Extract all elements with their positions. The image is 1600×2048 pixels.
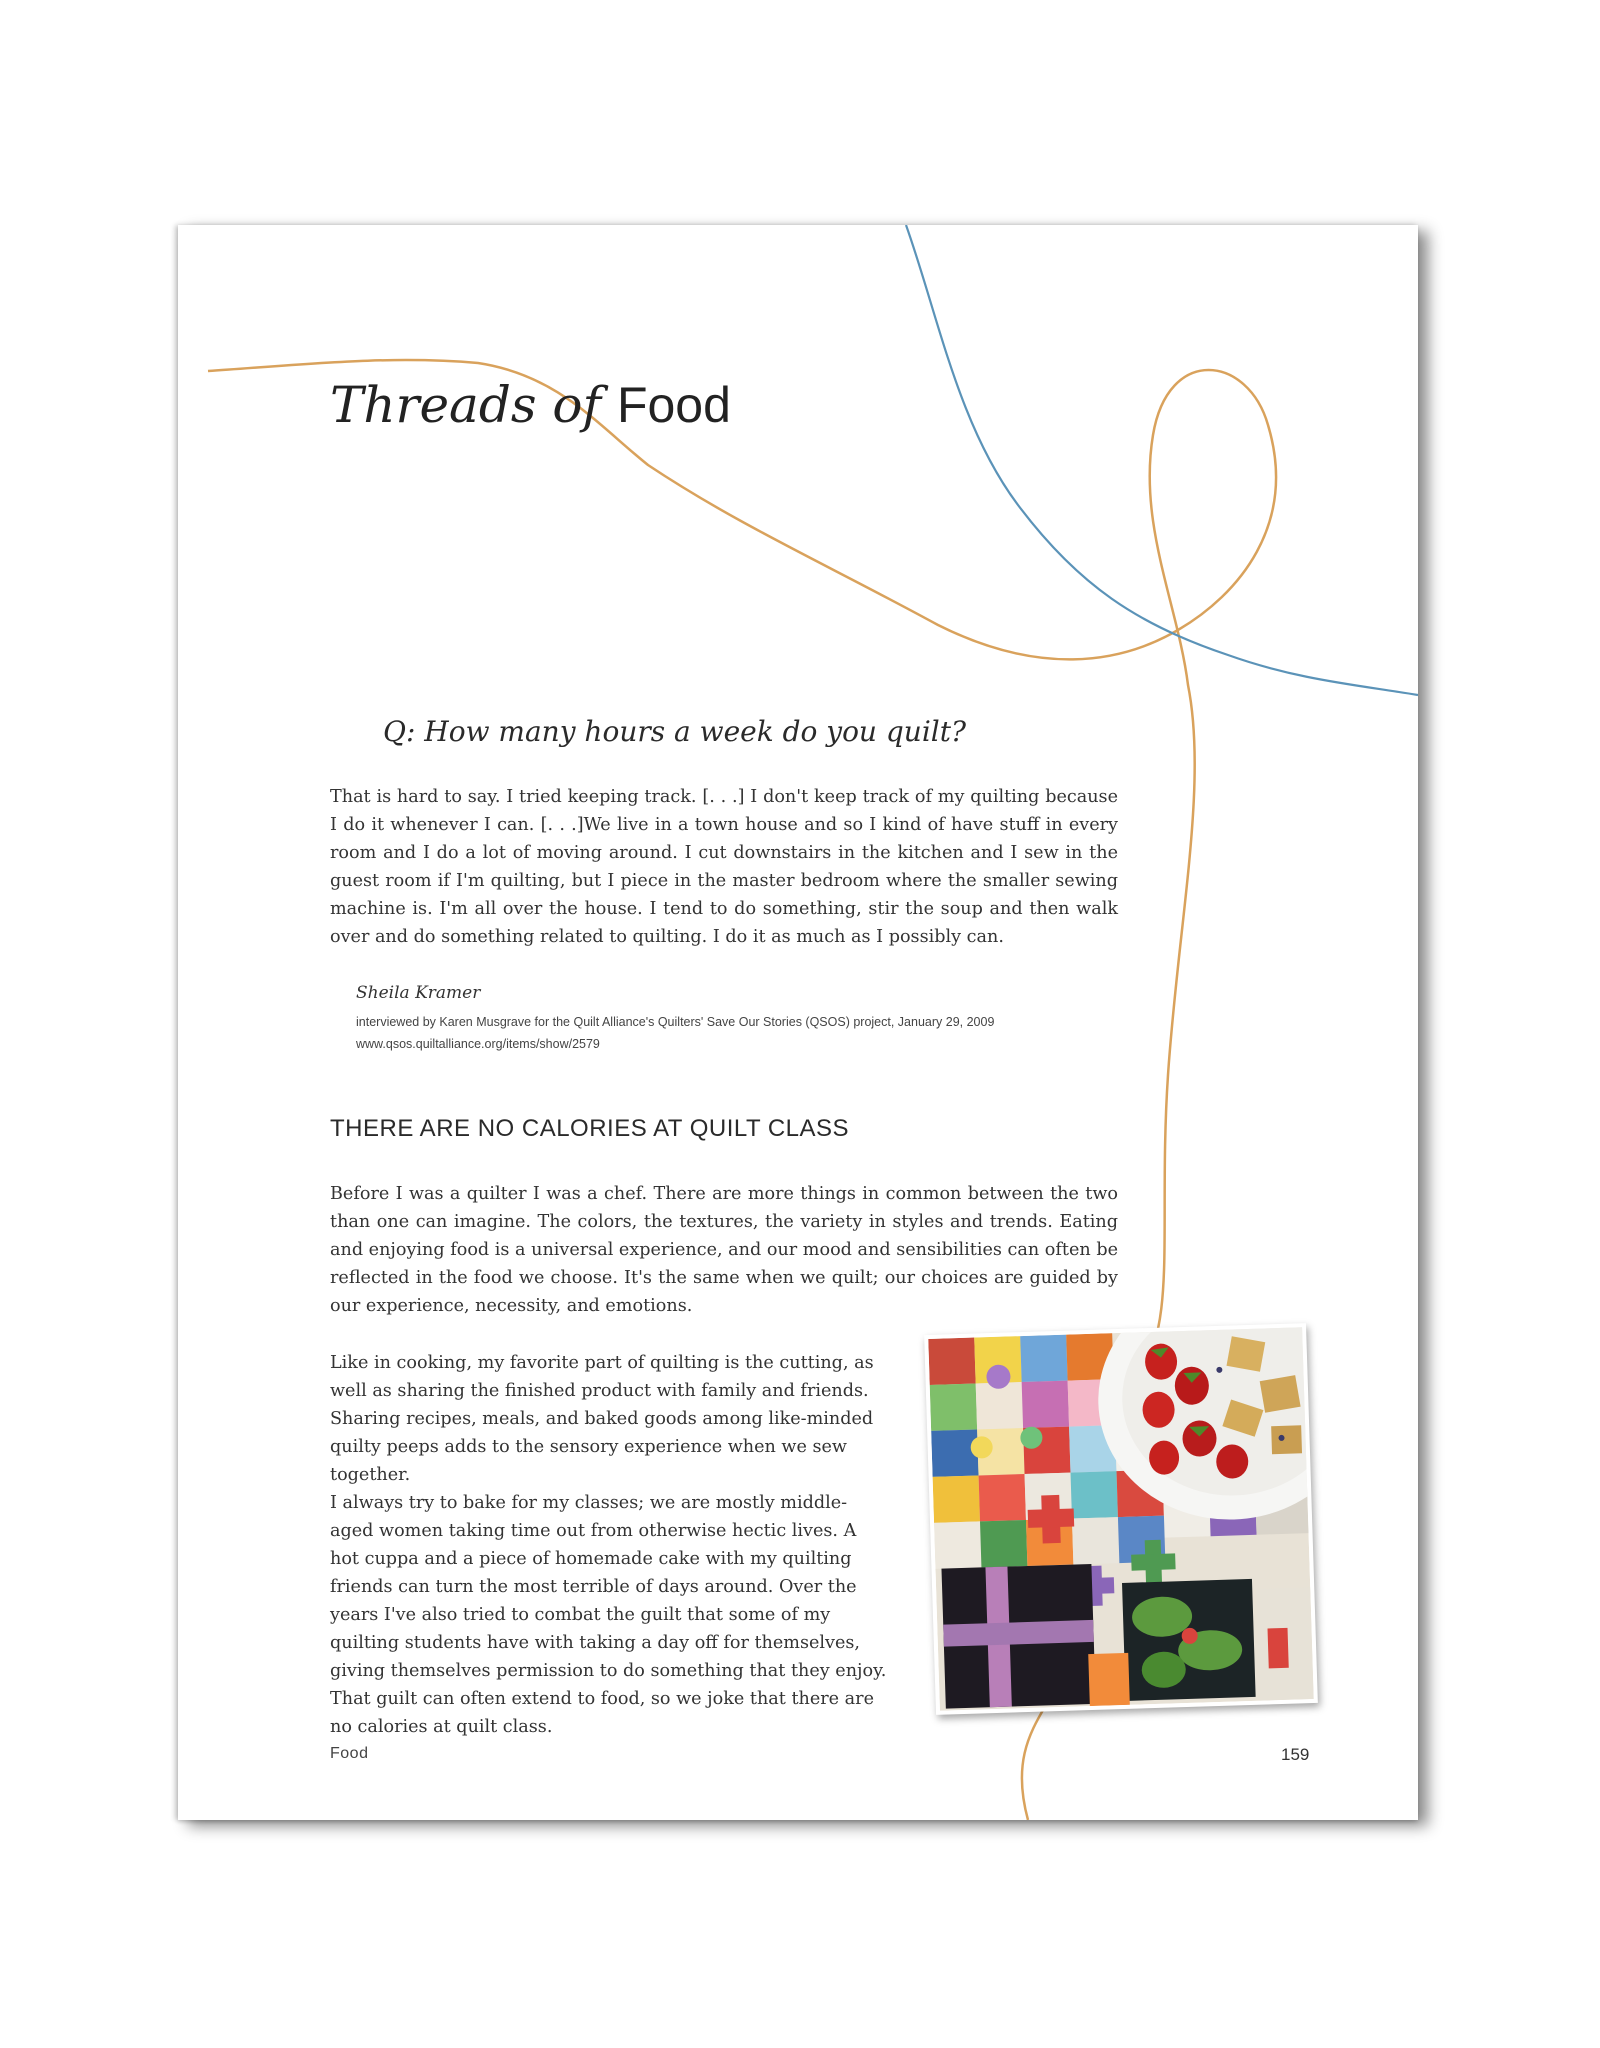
section-heading: THERE ARE NO CALORIES AT QUILT CLASS	[330, 1115, 850, 1142]
page-title	[330, 376, 731, 434]
blue-thread	[906, 225, 1418, 695]
page-number: 159	[1281, 1745, 1310, 1764]
paragraph-3: I always try to bake for my classes; we are mostly middle-aged women taking time out from otherwise hectic lives. A hot cuppa and a piece of homemade cake with my quilting friends can turn the most terrible of days around. Over the years I've also tried to combat the guilt that some of my quilting students have with taking a day off for themselves, giving themselves permission to do something that they enjoy. That guilt can often extend to food, so we joke that there are no calories at quilt class.	[330, 1493, 887, 1737]
attribution-url: www.qsos.quiltalliance.org/items/show/2579	[356, 1037, 600, 1051]
title-regular: Food	[616, 377, 731, 433]
interview-question: Q: How many hours a week do you quilt?	[383, 715, 966, 748]
attribution-name: Sheila Kramer	[356, 983, 481, 1003]
orange-thread-loop	[1138, 370, 1276, 1375]
attribution-detail: interviewed by Karen Musgrave for the Quilt Alliance's Quilters' Save Our Stories (QSOS) project, January 29, 2009	[356, 1015, 995, 1029]
interview-answer: That is hard to say. I tried keeping track. [. . .] I don't keep track of my quilting because I do it whenever I can. [. . .]We live in a town house and so I kind of have stuff in every room and I do a lot of moving around. I cut downstairs in the kitchen and I sew in the guest room if I'm quilting, but I piece in the master bedroom where the smaller sewing machine is. I'm all over the house. I tend to do something, stir the soup and then walk over and do something related to quilting. I do it as much as I possibly can.	[330, 787, 1118, 947]
footer-section-label: Food	[330, 1745, 369, 1762]
orange-thread-end	[1022, 1705, 1046, 1820]
paragraph-2: Like in cooking, my favorite part of quilting is the cutting, as well as sharing the finished product with family and friends. Sharing recipes, meals, and baked goods among like-minded quilty peeps adds to the sensory experience when we sew together.	[330, 1353, 874, 1485]
quilt-food-photo	[924, 1323, 1318, 1715]
title-italic: Threads of	[330, 376, 602, 434]
paragraph-1: Before I was a quilter I was a chef. There are more things in common between the two than one can imagine. The colors, the textures, the variety in styles and trends. Eating and enjoying food is a universal experience, and our mood and sensibilities can often be reflected in the food we choose. It's the same when we quilt; our choices are guided by our experience, necessity, and emotions.	[330, 1184, 1118, 1316]
book-page	[178, 225, 1418, 1820]
quilt-photo-illustration	[928, 1327, 1314, 1711]
